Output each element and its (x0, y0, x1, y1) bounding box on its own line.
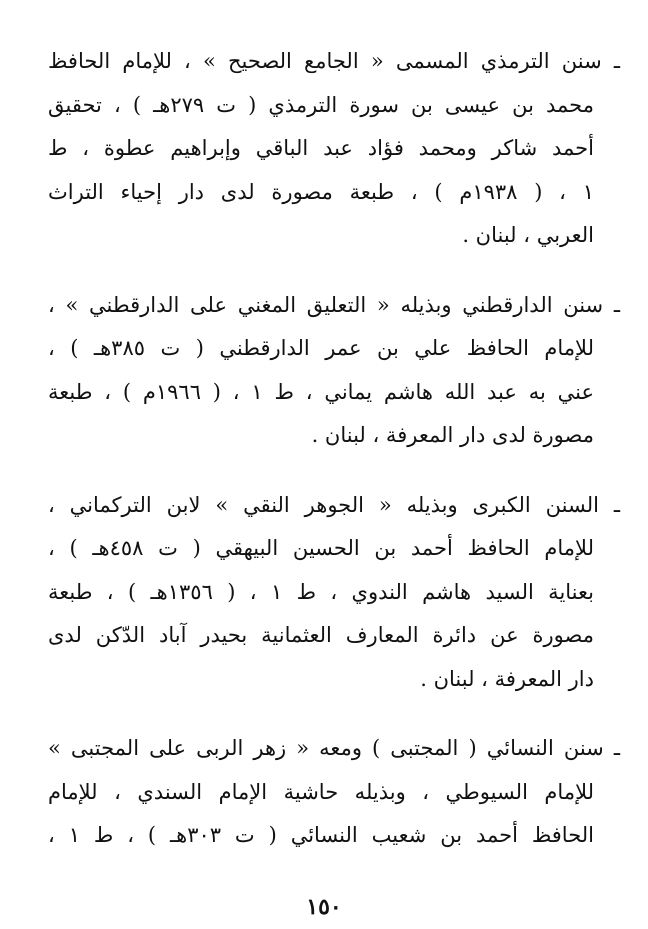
entry-line: بعناية السيد هاشم الندوي ، ط ١ ، ( ١٣٥٦هـ ) ، طبعة (48, 579, 594, 604)
bibliography-entry-tirmidhi (48, 40, 620, 258)
page-number: ١٥٠ (306, 894, 342, 920)
bibliography-entry-bayhaqi (48, 484, 620, 702)
bibliography-entry-daraqutni (48, 284, 620, 458)
entry-line: عني به عبد الله هاشم يماني ، ط ١ ، ( ١٩٦٦م ) ، طبعة (48, 379, 594, 404)
entry-line: مصورة لدى دار المعرفة ، لبنان . (311, 423, 594, 447)
entry-line: ـ سنن النسائي ( المجتبى ) ومعه « زهر الربى على المجتبى » (48, 736, 620, 760)
entry-line: ـ سنن الدارقطني وبذيله « التعليق المغني على الدارقطني » ، (48, 292, 620, 317)
entry-line: للإمام الحافظ علي بن عمر الدارقطني ( ت ٣٨٥هـ ) ، (48, 336, 594, 360)
entry-line: محمد بن عيسى بن سورة الترمذي ( ت ٢٧٩هـ ) ، تحقيق (48, 92, 594, 117)
entry-line: ـ سنن الترمذي المسمى « الجامع الصحيح » ، للإمام الحافظ (48, 49, 620, 73)
entry-line: العربي ، لبنان . (462, 223, 594, 247)
entry-line: ـ السنن الكبرى وبذيله « الجوهر النقي » لابن التركماني ، (48, 492, 620, 517)
entry-line: مصورة عن دائرة المعارف العثمانية بحيدر آباد الدّكن لدى (48, 623, 594, 647)
bibliography-entry-nasai (48, 727, 620, 858)
entry-line: للإمام الحافظ أحمد بن الحسين البيهقي ( ت ٤٥٨هـ ) ، (48, 536, 594, 560)
entry-line: ١ ، ( ١٩٣٨م ) ، طبعة مصورة لدى دار إحياء التراث (48, 179, 595, 204)
entry-line: دار المعرفة ، لبنان . (420, 666, 594, 691)
entry-line: أحمد شاكر ومحمد فؤاد عبد الباقي وإبراهيم عطوة ، ط (48, 136, 594, 160)
entry-line: الحافظ أحمد بن شعيب النسائي ( ت ٣٠٣هـ ) ، ط ١ ، (48, 823, 594, 847)
bibliography-list (48, 40, 620, 884)
entry-line: للإمام السيوطي ، وبذيله حاشية الإمام السندي ، للإمام (48, 779, 594, 804)
